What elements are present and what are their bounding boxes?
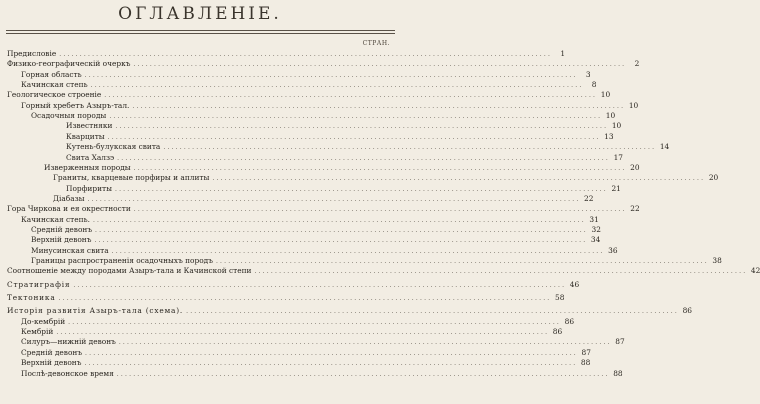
toc-page-number: 86: [564, 316, 575, 326]
page-column-label: СТРАН.: [362, 40, 390, 47]
toc-entry: [21, 368, 623, 379]
toc-entry: [31, 110, 616, 121]
toc-entry-title: Свита Халзэ: [66, 152, 115, 162]
toc-page-number: 58: [555, 293, 565, 303]
toc-entry-title: Исторія развитія Азыръ-тала (схема).: [7, 306, 184, 316]
dot-leader: ........................................................................................................................: [117, 154, 610, 162]
toc-page-number: 2: [634, 59, 640, 69]
toc-page-number: 22: [630, 204, 640, 214]
title-rule: [6, 30, 395, 31]
toc-entry: [66, 152, 623, 163]
toc-page-number: 1: [560, 49, 566, 58]
toc-page-number: 46: [569, 279, 580, 289]
toc-entry: [21, 214, 599, 225]
dot-leader: ........................................................................................................................: [118, 339, 612, 347]
dot-leader: ........................................................................................................................: [90, 82, 584, 90]
toc-page-number: 3: [585, 69, 591, 79]
toc-page-number: 88: [580, 358, 591, 368]
dot-leader: ........................................................................................................................: [84, 360, 578, 368]
toc-entry-title: Кутень-булукская свита: [66, 142, 161, 152]
toc-page-number: 10: [628, 100, 639, 110]
toc-entry: [7, 89, 611, 100]
toc-entry-title: Гора Чиркова и ея окрестности: [7, 204, 131, 214]
dot-leader: ........................................................................................................................: [109, 113, 603, 121]
toc-page-number: 32: [591, 224, 601, 234]
toc-page-number: 31: [589, 214, 599, 224]
toc-entry: [66, 183, 621, 194]
dot-leader: ........................................................................................................................: [87, 195, 581, 203]
toc-entry: [66, 120, 622, 131]
dot-leader: ........................................................................................................................: [73, 281, 567, 289]
toc-page-number: 14: [659, 142, 670, 152]
dot-leader: ........................................................................................................................: [133, 206, 627, 214]
toc-entry-title: Горный хребетъ Азыръ-тал.: [21, 100, 130, 110]
toc-entry-title: Верхній девонъ: [31, 235, 92, 245]
toc-entry-title: Изверженныя породы: [44, 162, 131, 172]
toc-page-number: 20: [708, 173, 719, 183]
toc-page-number: 87: [615, 337, 625, 347]
toc-page-number: 36: [608, 245, 618, 255]
dot-leader: ........................................................................................................................: [111, 247, 605, 255]
toc-entry: [53, 193, 594, 204]
toc-entry-title: Геологическое строеніе: [7, 90, 102, 100]
toc-entry: [21, 316, 575, 327]
dot-leader: ........................................................................................................................: [186, 308, 679, 316]
toc-page-number: 88: [613, 368, 623, 378]
toc-entry-title: Известняки: [66, 121, 113, 131]
toc-entry: [21, 357, 591, 368]
dot-leader: ........................................................................................................................: [132, 102, 626, 110]
dot-leader: ........................................................................................................................: [212, 175, 706, 183]
toc-entry-title: Минусинская свита: [31, 245, 109, 255]
toc-entry-title: Силуръ—нижній девонъ: [21, 337, 116, 347]
toc-entry: [21, 79, 597, 90]
dot-leader: ........................................................................................................................: [85, 349, 578, 357]
toc-entry-title: Предисловіе: [7, 49, 57, 58]
toc-page-number: 10: [611, 121, 622, 131]
toc-page-number: 86: [552, 327, 563, 337]
toc-entry-title: Осадочныя породы: [31, 111, 107, 121]
toc-entry-title: Горная область: [21, 69, 82, 79]
toc-entry-title: Граниты, кварцевые порфиры и аплиты: [53, 173, 210, 183]
toc-entry: [7, 305, 692, 316]
toc-entry: [21, 347, 591, 358]
dot-leader: ........................................................................................................................: [163, 144, 657, 152]
toc-entry-title: До-кембрій: [21, 316, 66, 326]
dot-leader: ........................................................................................................................: [107, 133, 601, 141]
dot-leader: ........................................................................................................................: [115, 123, 609, 131]
toc-entry-title: Порфириты: [66, 183, 112, 193]
toc-entry: [31, 234, 601, 245]
toc-entry-title: Средній девонъ: [31, 224, 93, 234]
toc-page-number: 34: [590, 235, 601, 245]
toc-entry-title: Качинская степь.: [21, 214, 90, 224]
toc-entry: [7, 279, 580, 290]
toc-entry-title: Діабазы: [53, 193, 85, 203]
toc-page-number: 10: [605, 111, 616, 121]
toc-entry: [21, 100, 639, 111]
dot-leader: ........................................................................................................................: [94, 237, 588, 245]
dot-leader: ........................................................................................................................: [133, 164, 627, 172]
toc-entry: [53, 172, 719, 183]
dot-leader: ........................................................................................................................: [254, 268, 748, 276]
dot-leader: ........................................................................................................................: [84, 71, 578, 79]
dot-leader: ........................................................................................................................: [68, 318, 562, 326]
toc-entry: [21, 69, 591, 80]
toc-page-number: 86: [682, 306, 692, 316]
toc-entry: [7, 203, 640, 214]
toc-entry-title: Средній девонъ: [21, 347, 83, 357]
toc-entry-title: Стратиграфія: [7, 279, 71, 289]
dot-leader: ........................................................................................................................: [114, 185, 608, 193]
dot-leader: ........................................................................................................................: [58, 295, 552, 303]
toc-entry-title: Физико-географическій очеркъ: [7, 59, 131, 69]
toc-page-number: 20: [630, 162, 640, 172]
toc-entry: [7, 58, 640, 69]
toc-page-number: 22: [584, 193, 594, 203]
toc-entry: [7, 265, 760, 276]
toc-entry-title: Послѣ-девонское время: [21, 368, 114, 378]
toc-page-number: 8: [591, 80, 597, 90]
toc-page-number: 13: [604, 131, 614, 141]
page-title: ОГЛАВЛЕНІЕ.: [118, 4, 282, 24]
toc-entry: [66, 141, 670, 152]
toc-page-number: 87: [581, 347, 591, 357]
toc-entry-title: Тектоника: [7, 293, 56, 303]
dot-leader: ........................................................................................................................: [104, 92, 598, 100]
dot-leader: ........................................................................................................................: [56, 329, 550, 337]
toc-entry: [66, 131, 614, 142]
toc-entry-title: Границы распространенія осадочныхъ породъ: [31, 256, 213, 265]
toc-page-number: 17: [613, 152, 623, 162]
toc-entry: [31, 255, 722, 266]
toc-page-number: 42: [750, 266, 760, 276]
toc-entry-title: Верхній девонъ: [21, 358, 82, 368]
toc-page-number: 21: [611, 183, 621, 193]
toc-entry-title: Кембрій: [21, 327, 54, 337]
title-rule-thin: [6, 33, 395, 34]
toc-entry: [7, 48, 566, 59]
dot-leader: ........................................................................................................................: [92, 216, 586, 224]
toc-entry: [44, 162, 640, 173]
toc-entry-title: Соотношеніе между породами Азыръ-тала и Качинской степи: [7, 266, 252, 276]
dot-leader: ........................................................................................................................: [116, 370, 610, 378]
toc-entry: [21, 326, 563, 337]
dot-leader: ........................................................................................................................: [95, 226, 588, 234]
dot-leader: ........................................................................................................................: [59, 51, 553, 58]
dot-leader: ........................................................................................................................: [215, 258, 709, 265]
toc-page-number: 38: [712, 256, 722, 265]
toc-page-number: 10: [600, 90, 611, 100]
toc-entry: [21, 336, 625, 347]
toc-entry-title: Качинская степь: [21, 80, 88, 90]
dot-leader: ........................................................................................................................: [133, 61, 627, 69]
toc-entry: [7, 292, 565, 303]
toc-entry: [31, 245, 618, 256]
toc-entry: [31, 224, 601, 235]
toc-entry-title: Кварциты: [66, 131, 105, 141]
